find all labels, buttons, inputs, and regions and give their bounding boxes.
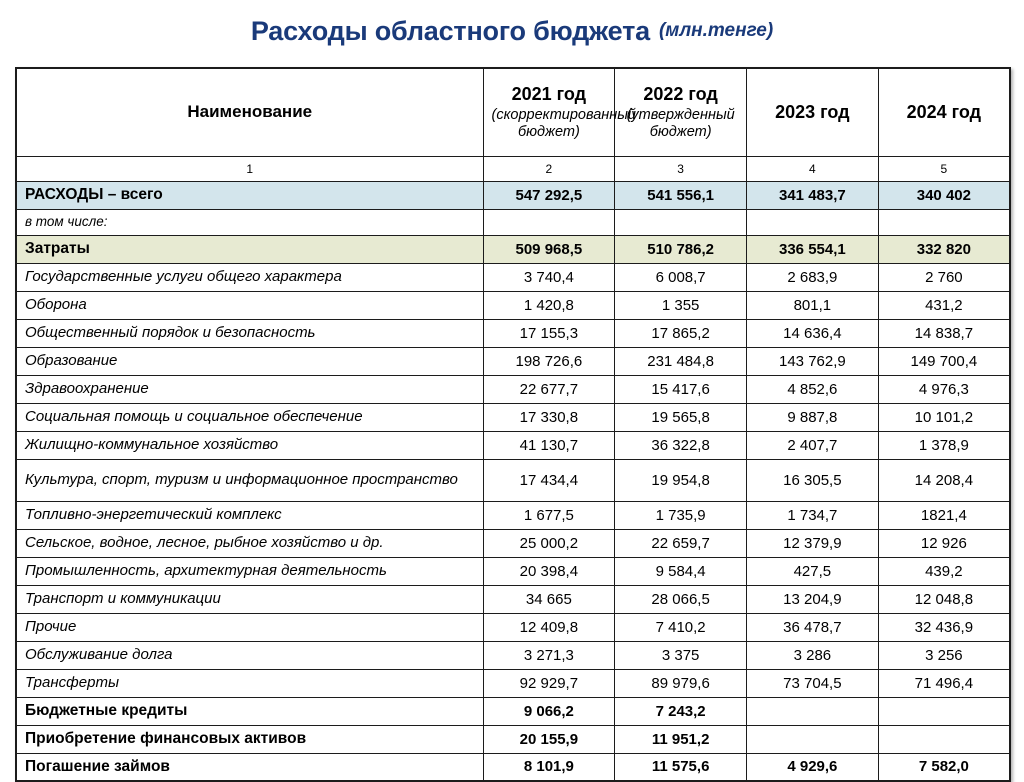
column-header-2022-year: 2022 год bbox=[643, 83, 718, 104]
row-value: 73 704,5 bbox=[747, 669, 879, 697]
row-value: 6 008,7 bbox=[615, 263, 747, 291]
table-row bbox=[16, 263, 1010, 291]
row-value: 7 410,2 bbox=[615, 613, 747, 641]
row-value: 510 786,2 bbox=[615, 235, 747, 263]
row-value: 17 155,3 bbox=[483, 319, 615, 347]
row-value: 12 379,9 bbox=[747, 529, 879, 557]
row-value: 1821,4 bbox=[878, 501, 1010, 529]
row-value: 19 565,8 bbox=[615, 403, 747, 431]
row-label: Промышленность, архитектурная деятельность bbox=[16, 557, 483, 585]
row-value: 9 066,2 bbox=[483, 697, 615, 725]
row-value: 1 734,7 bbox=[747, 501, 879, 529]
row-value: 12 926 bbox=[878, 529, 1010, 557]
row-value: 3 375 bbox=[615, 641, 747, 669]
table-row bbox=[16, 725, 1010, 753]
row-value: 20 398,4 bbox=[483, 557, 615, 585]
row-label: Здравоохранение bbox=[16, 375, 483, 403]
row-value: 32 436,9 bbox=[878, 613, 1010, 641]
row-value bbox=[878, 697, 1010, 725]
row-value: 427,5 bbox=[747, 557, 879, 585]
row-value: 25 000,2 bbox=[483, 529, 615, 557]
row-value: 14 636,4 bbox=[747, 319, 879, 347]
column-header-2023 bbox=[747, 68, 879, 156]
row-label: Топливно-энергетический комплекс bbox=[16, 501, 483, 529]
row-value: 11 575,6 bbox=[615, 753, 747, 781]
row-value: 20 155,9 bbox=[483, 725, 615, 753]
row-value: 16 305,5 bbox=[747, 459, 879, 501]
row-value bbox=[483, 209, 615, 235]
budget-table bbox=[15, 67, 1011, 782]
row-value: 2 760 bbox=[878, 263, 1010, 291]
row-value: 431,2 bbox=[878, 291, 1010, 319]
row-label: Бюджетные кредиты bbox=[16, 697, 483, 725]
row-label: Образование bbox=[16, 347, 483, 375]
table-row bbox=[16, 585, 1010, 613]
row-value: 22 677,7 bbox=[483, 375, 615, 403]
row-label: Приобретение финансовых активов bbox=[16, 725, 483, 753]
row-value: 14 208,4 bbox=[878, 459, 1010, 501]
row-value: 332 820 bbox=[878, 235, 1010, 263]
row-value: 34 665 bbox=[483, 585, 615, 613]
page-title bbox=[0, 0, 1024, 58]
row-value: 71 496,4 bbox=[878, 669, 1010, 697]
row-value: 1 677,5 bbox=[483, 501, 615, 529]
row-value: 4 852,6 bbox=[747, 375, 879, 403]
row-label: Трансферты bbox=[16, 669, 483, 697]
row-label: Жилищно-коммунальное хозяйство bbox=[16, 431, 483, 459]
row-value: 15 417,6 bbox=[615, 375, 747, 403]
column-header-2022-sub: (утвержденный бюджет) bbox=[626, 106, 735, 140]
row-value: 541 556,1 bbox=[615, 181, 747, 209]
column-header-2023-year: 2023 год bbox=[775, 101, 850, 122]
row-label: РАСХОДЫ – всего bbox=[16, 181, 483, 209]
table-row bbox=[16, 347, 1010, 375]
column-number-2: 2 bbox=[483, 156, 615, 181]
table-row bbox=[16, 181, 1010, 209]
row-value: 9 584,4 bbox=[615, 557, 747, 585]
row-value: 11 951,2 bbox=[615, 725, 747, 753]
row-value: 9 887,8 bbox=[747, 403, 879, 431]
row-value bbox=[878, 725, 1010, 753]
row-value: 4 976,3 bbox=[878, 375, 1010, 403]
row-label: Затраты bbox=[16, 235, 483, 263]
row-value: 231 484,8 bbox=[615, 347, 747, 375]
row-value: 1 355 bbox=[615, 291, 747, 319]
table-row bbox=[16, 641, 1010, 669]
row-value: 41 130,7 bbox=[483, 431, 615, 459]
page-title-main: Расходы областного бюджета bbox=[250, 15, 650, 46]
row-value: 89 979,6 bbox=[615, 669, 747, 697]
table-row bbox=[16, 529, 1010, 557]
row-label: Обслуживание долга bbox=[16, 641, 483, 669]
row-value: 2 407,7 bbox=[747, 431, 879, 459]
row-label: Сельское, водное, лесное, рыбное хозяйство и др. bbox=[16, 529, 483, 557]
row-value bbox=[615, 209, 747, 235]
row-label: Погашение займов bbox=[16, 753, 483, 781]
row-value: 92 929,7 bbox=[483, 669, 615, 697]
header-row bbox=[16, 68, 1010, 156]
row-value: 3 256 bbox=[878, 641, 1010, 669]
table-row bbox=[16, 375, 1010, 403]
row-value: 12 048,8 bbox=[878, 585, 1010, 613]
row-value: 2 683,9 bbox=[747, 263, 879, 291]
column-header-2024-year: 2024 год bbox=[906, 101, 982, 122]
table-row bbox=[16, 431, 1010, 459]
row-value: 17 865,2 bbox=[615, 319, 747, 347]
row-label: Прочие bbox=[16, 613, 483, 641]
row-value: 1 378,9 bbox=[878, 431, 1010, 459]
row-value: 36 322,8 bbox=[615, 431, 747, 459]
table-header bbox=[16, 68, 1010, 181]
row-value: 28 066,5 bbox=[615, 585, 747, 613]
column-number-3: 3 bbox=[615, 156, 747, 181]
row-value: 198 726,6 bbox=[483, 347, 615, 375]
row-value: 3 740,4 bbox=[483, 263, 615, 291]
column-header-name: Наименование bbox=[16, 68, 483, 156]
row-label: Государственные услуги общего характера bbox=[16, 263, 483, 291]
row-value: 13 204,9 bbox=[747, 585, 879, 613]
row-value: 7 243,2 bbox=[615, 697, 747, 725]
column-header-2022 bbox=[615, 68, 747, 156]
column-header-2021-sub: (скорректированный бюджет) bbox=[491, 106, 636, 140]
table-row bbox=[16, 501, 1010, 529]
row-label: Культура, спорт, туризм и информационное пространство bbox=[16, 459, 483, 501]
column-number-5: 5 bbox=[878, 156, 1010, 181]
page-title-unit: (млн.тенге) bbox=[658, 20, 774, 41]
row-label: Оборона bbox=[16, 291, 483, 319]
row-value: 340 402 bbox=[878, 181, 1010, 209]
row-value: 12 409,8 bbox=[483, 613, 615, 641]
row-value: 3 271,3 bbox=[483, 641, 615, 669]
row-value: 10 101,2 bbox=[878, 403, 1010, 431]
row-label: Социальная помощь и социальное обеспечение bbox=[16, 403, 483, 431]
table-row bbox=[16, 291, 1010, 319]
table-row bbox=[16, 697, 1010, 725]
row-value bbox=[747, 725, 879, 753]
column-number-4: 4 bbox=[747, 156, 879, 181]
row-value: 439,2 bbox=[878, 557, 1010, 585]
column-number-1: 1 bbox=[16, 156, 483, 181]
row-value: 801,1 bbox=[747, 291, 879, 319]
row-label: Транспорт и коммуникации bbox=[16, 585, 483, 613]
row-value bbox=[878, 209, 1010, 235]
table-row bbox=[16, 753, 1010, 781]
row-value: 7 582,0 bbox=[878, 753, 1010, 781]
table-row bbox=[16, 613, 1010, 641]
table-row bbox=[16, 557, 1010, 585]
row-value: 1 735,9 bbox=[615, 501, 747, 529]
row-label: в том числе: bbox=[16, 209, 483, 235]
table-row bbox=[16, 235, 1010, 263]
row-value: 8 101,9 bbox=[483, 753, 615, 781]
budget-table-container bbox=[15, 67, 1009, 782]
row-value bbox=[747, 697, 879, 725]
row-value: 4 929,6 bbox=[747, 753, 879, 781]
row-value: 17 330,8 bbox=[483, 403, 615, 431]
table-row bbox=[16, 209, 1010, 235]
table-row bbox=[16, 669, 1010, 697]
column-header-2024 bbox=[878, 68, 1010, 156]
column-header-2021-year: 2021 год bbox=[511, 83, 587, 104]
row-value bbox=[747, 209, 879, 235]
row-value: 3 286 bbox=[747, 641, 879, 669]
row-value: 36 478,7 bbox=[747, 613, 879, 641]
column-header-2021 bbox=[483, 68, 636, 156]
row-value: 1 420,8 bbox=[483, 291, 615, 319]
row-value: 19 954,8 bbox=[615, 459, 747, 501]
row-value: 17 434,4 bbox=[483, 459, 615, 501]
row-value: 143 762,9 bbox=[747, 347, 879, 375]
table-row bbox=[16, 459, 1010, 501]
table-body bbox=[16, 181, 1010, 781]
row-value: 547 292,5 bbox=[483, 181, 615, 209]
row-value: 14 838,7 bbox=[878, 319, 1010, 347]
table-row bbox=[16, 403, 1010, 431]
column-number-row bbox=[16, 156, 1010, 181]
row-value: 336 554,1 bbox=[747, 235, 879, 263]
row-value: 149 700,4 bbox=[878, 347, 1010, 375]
table-row bbox=[16, 319, 1010, 347]
row-value: 22 659,7 bbox=[615, 529, 747, 557]
row-value: 341 483,7 bbox=[747, 181, 879, 209]
row-label: Общественный порядок и безопасность bbox=[16, 319, 483, 347]
row-value: 509 968,5 bbox=[483, 235, 615, 263]
